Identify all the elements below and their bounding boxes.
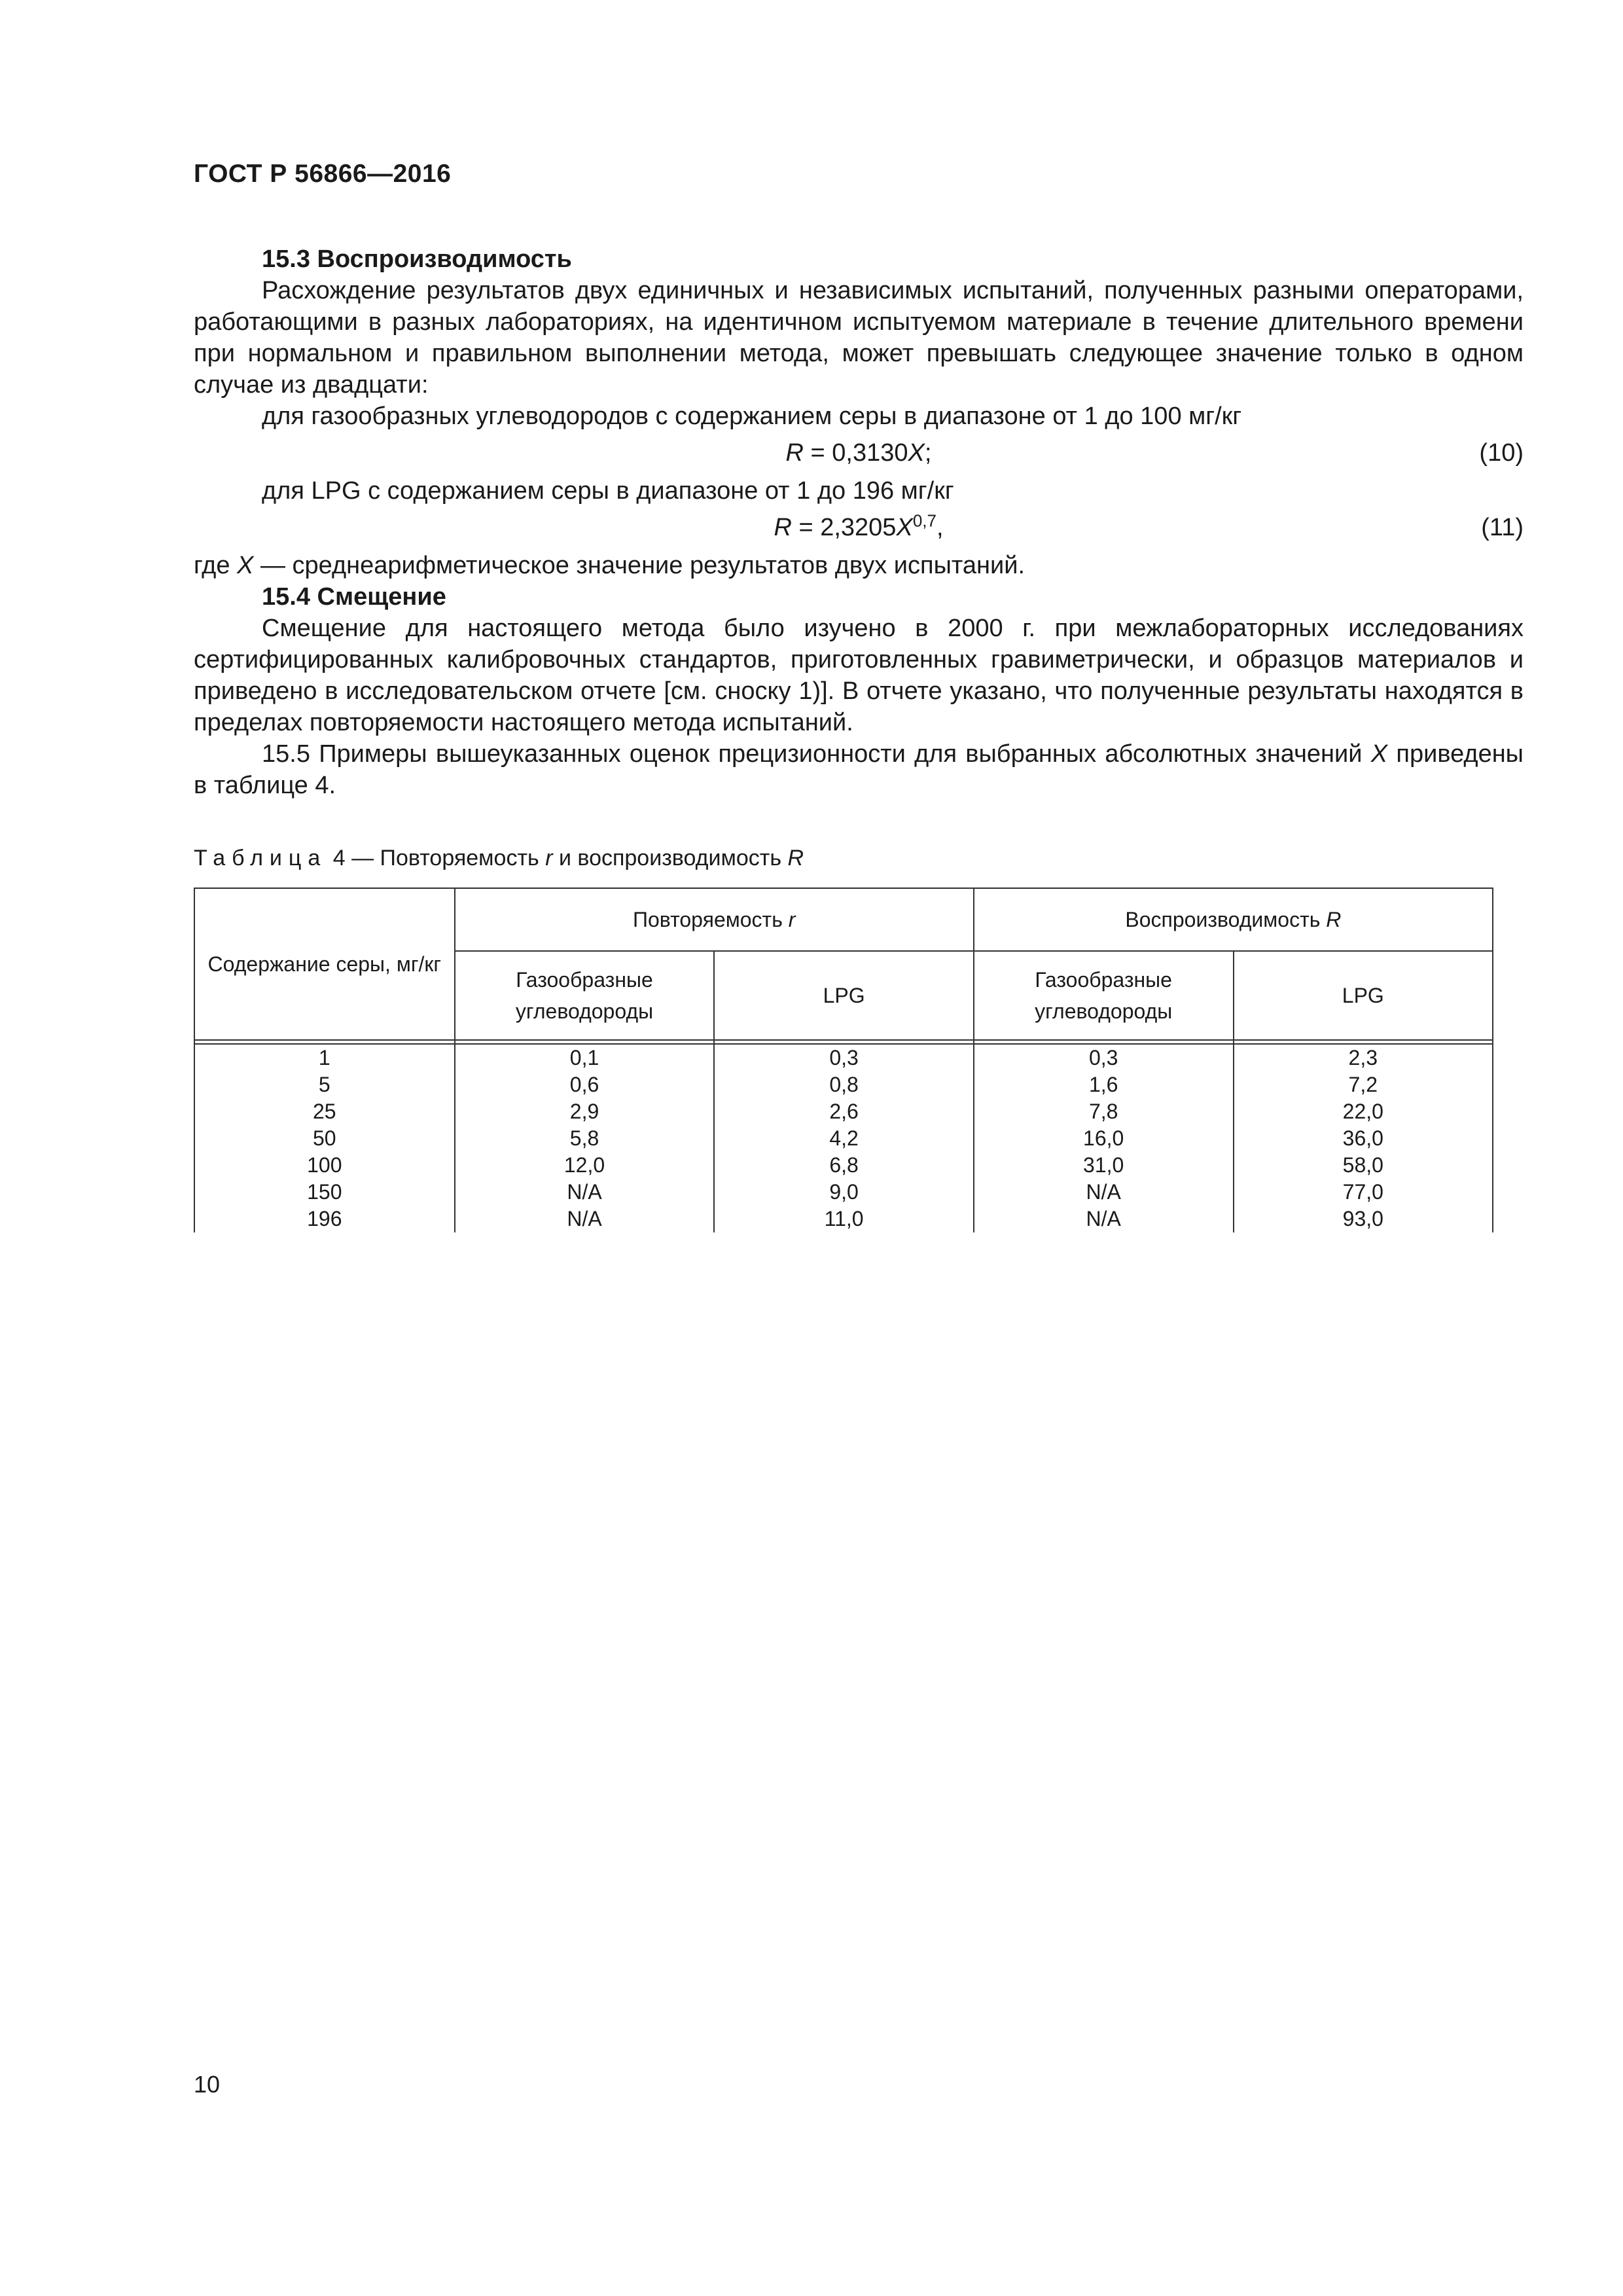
table-row (194, 1125, 1493, 1152)
text-block (194, 243, 1524, 801)
where-line (194, 550, 1524, 581)
cell-R-gas: 0,3 (974, 1044, 1234, 1071)
cell-r-lpg: 2,6 (714, 1098, 973, 1125)
table-row (194, 1179, 1493, 1206)
formula-10-var-R: R (785, 439, 804, 467)
table-caption-text-1: 4 — Повторяемость (327, 846, 546, 870)
cell-r-gas: 2,9 (455, 1098, 715, 1125)
table-row (194, 1098, 1493, 1125)
cell-r-gas: 0,1 (455, 1044, 715, 1071)
table-4-caption (194, 846, 804, 871)
table-caption-var-R: R (787, 846, 804, 870)
header-reproducibility-var: R (1326, 907, 1342, 931)
cell-r-gas: N/A (455, 1179, 715, 1206)
cell-R-lpg: 93,0 (1234, 1206, 1493, 1232)
cell-content: 1 (194, 1044, 455, 1071)
cell-r-lpg: 4,2 (714, 1125, 973, 1152)
where-var-X: X (237, 552, 254, 579)
cell-R-lpg: 2,3 (1234, 1044, 1493, 1071)
cell-R-gas: N/A (974, 1206, 1234, 1232)
header-repeatability-text: Повторяемость (632, 907, 789, 931)
section-15-3-title: 15.3 Воспроизводимость (262, 245, 572, 273)
header-r-gas: Газообразные углеводороды (455, 951, 715, 1040)
formula-11-rhs: = 2,3205 (791, 514, 897, 541)
table-caption-var-r: r (545, 846, 553, 870)
table-row (194, 1206, 1493, 1232)
header-sulfur-content: Содержание серы, мг/кг (194, 888, 455, 1040)
table-row (194, 1152, 1493, 1179)
header-R-gas: Газообразные углеводороды (974, 951, 1234, 1040)
cell-R-gas: 7,8 (974, 1098, 1234, 1125)
cell-R-gas: 16,0 (974, 1125, 1234, 1152)
table-row (194, 1071, 1493, 1098)
where-prefix: где (194, 552, 238, 579)
header-r-lpg: LPG (714, 951, 973, 1040)
table-caption-text-2: и воспроизводимость (552, 846, 788, 870)
formula-11 (194, 512, 1524, 543)
formula-11-var-R: R (774, 514, 792, 541)
formula-10 (194, 437, 1524, 469)
cell-R-lpg: 58,0 (1234, 1152, 1493, 1179)
table-row (194, 1044, 1493, 1071)
cell-content: 25 (194, 1098, 455, 1125)
cell-R-lpg: 77,0 (1234, 1179, 1493, 1206)
formula-11-number: (11) (1481, 514, 1524, 541)
cell-content: 50 (194, 1125, 455, 1152)
cell-r-lpg: 0,3 (714, 1044, 973, 1071)
cell-r-lpg: 6,8 (714, 1152, 973, 1179)
lpg-range-line: для LPG с содержанием серы в диапазоне от 1 до 196 мг/кг (262, 477, 954, 505)
cell-r-gas: N/A (455, 1206, 715, 1232)
header-reproducibility-text: Воспроизводимость (1125, 907, 1327, 931)
table-4 (194, 888, 1493, 1232)
cell-content: 100 (194, 1152, 455, 1179)
header-R-lpg: LPG (1234, 951, 1493, 1040)
cell-r-lpg: 11,0 (714, 1206, 973, 1232)
where-text: — среднеарифметическое значение результатов двух испытаний. (253, 552, 1026, 579)
formula-10-number: (10) (1479, 439, 1524, 467)
section-15-5-paragraph (194, 738, 1524, 801)
cell-R-lpg: 22,0 (1234, 1098, 1493, 1125)
section-15-5-text-before: 15.5 Примеры вышеуказанных оценок прецизионности для выбранных абсолютных значений (262, 740, 1371, 768)
cell-content: 196 (194, 1206, 455, 1232)
formula-10-row (194, 432, 1524, 475)
section-15-5-var-X: X (1370, 740, 1388, 768)
cell-content: 5 (194, 1071, 455, 1098)
header-reproducibility (974, 888, 1493, 951)
header-repeatability-var: r (788, 907, 796, 931)
cell-R-lpg: 36,0 (1234, 1125, 1493, 1152)
formula-10-end: ; (924, 439, 932, 467)
cell-R-gas: N/A (974, 1179, 1234, 1206)
section-15-3-paragraph: Расхождение результатов двух единичных и независимых испытаний, полученных разными операторами, работающими в разных лабораториях, на идентичном испытуемом материале в течение длительного времени при нормальном и правильном выполнении метода, может превышать следующее значение только в одном случае из двадцати: (194, 277, 1524, 399)
formula-11-row (194, 507, 1524, 550)
cell-r-gas: 5,8 (455, 1125, 715, 1152)
cell-content: 150 (194, 1179, 455, 1206)
formula-11-var-X: X (896, 514, 913, 541)
gas-range-line: для газообразных углеводородов с содержанием серы в диапазоне от 1 до 100 мг/кг (262, 403, 1242, 430)
header-repeatability (455, 888, 974, 951)
cell-R-gas: 31,0 (974, 1152, 1234, 1179)
cell-r-gas: 0,6 (455, 1071, 715, 1098)
table-caption-label: Таблица (194, 846, 327, 870)
formula-11-end: , (936, 514, 944, 541)
section-15-4-paragraph: Смещение для настоящего метода было изучено в 2000 г. при межлабораторных исследованиях сертифицированных калибровочных стандартов, приготовленных гравиметрически, и образцов материалов и приведено в исследовательском отчете [см. сноску 1)]. В отчете указано, что полученные результаты находятся в пределах повторяемости настоящего метода испытаний. (194, 615, 1524, 736)
cell-R-gas: 1,6 (974, 1071, 1234, 1098)
cell-r-lpg: 0,8 (714, 1071, 973, 1098)
page-number: 10 (194, 2071, 221, 2098)
cell-r-gas: 12,0 (455, 1152, 715, 1179)
section-15-4-title: 15.4 Смещение (262, 583, 446, 611)
cell-R-lpg: 7,2 (1234, 1071, 1493, 1098)
formula-11-exponent: 0,7 (912, 511, 936, 531)
document-code-header: ГОСТ Р 56866—2016 (194, 160, 452, 188)
formula-10-var-X: X (908, 439, 925, 467)
cell-r-lpg: 9,0 (714, 1179, 973, 1206)
formula-10-rhs: = 0,3130 (803, 439, 908, 467)
section-15-5-text-after: приведены в таблице 4. (194, 740, 1524, 799)
